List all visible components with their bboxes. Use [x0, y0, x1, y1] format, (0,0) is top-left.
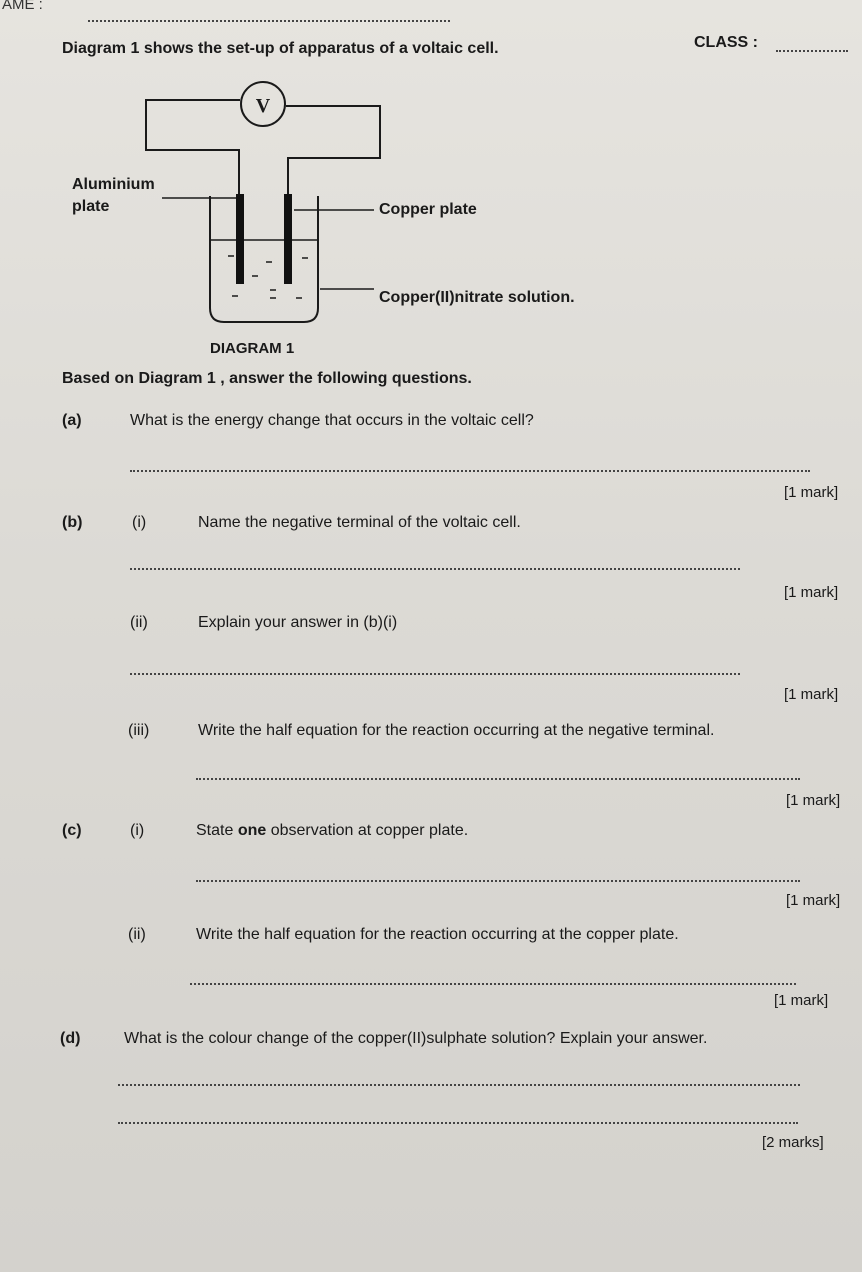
beaker [210, 196, 318, 322]
name-field-fragment: AME : [2, 0, 43, 13]
copper-plate-label: Copper plate [379, 201, 477, 218]
question-a-text: What is the energy change that occurs in the voltaic cell? [130, 412, 534, 429]
right-wire [286, 106, 380, 195]
answer-line-b-ii[interactable] [130, 673, 740, 675]
question-c-i-text: State one observation at copper plate. [196, 822, 469, 839]
question-a-label: (a) [62, 412, 82, 429]
question-d-mark: [2 marks] [762, 1134, 824, 1151]
aluminium-plate [236, 194, 244, 284]
question-b-i-label: (i) [132, 514, 147, 531]
question-d-label: (d) [60, 1030, 81, 1047]
answer-line-c-ii[interactable] [190, 983, 796, 985]
answer-line-b-iii[interactable] [196, 778, 800, 780]
question-c-ii-text: Write the half equation for the reaction occurring at the copper plate. [196, 926, 679, 943]
question-b-iii-mark: [1 mark] [786, 792, 841, 809]
question-a-mark: [1 mark] [784, 484, 839, 501]
question-c-label: (c) [62, 822, 82, 839]
class-label: CLASS : [694, 34, 758, 51]
aluminium-label-line2: plate [72, 198, 110, 215]
question-c-i-label: (i) [130, 822, 145, 839]
answer-line-d-2[interactable] [118, 1122, 798, 1124]
copper-plate [284, 194, 292, 284]
intro-text: Diagram 1 shows the set-up of apparatus of a voltaic cell. [62, 40, 499, 57]
question-b-ii-text: Explain your answer in (b)(i) [198, 614, 398, 631]
question-c-ii-mark: [1 mark] [774, 992, 829, 1009]
aluminium-label-line1: Aluminium [72, 176, 155, 193]
question-b-iii-label: (iii) [128, 722, 150, 739]
answer-line-d-1[interactable] [118, 1084, 800, 1086]
question-b-ii-label: (ii) [130, 614, 148, 631]
question-b-i-text: Name the negative terminal of the voltaic cell. [198, 514, 521, 531]
question-b-iii-text: Write the half equation for the reaction occurring at the negative terminal. [198, 722, 715, 739]
question-c-i-mark: [1 mark] [786, 892, 841, 909]
answer-line-c-i[interactable] [196, 880, 800, 882]
diagram-caption: DIAGRAM 1 [210, 340, 295, 357]
question-b-i-mark: [1 mark] [784, 584, 839, 601]
question-d-text: What is the colour change of the copper(II)sulphate solution? Explain your answer. [124, 1030, 708, 1047]
answer-line-a[interactable] [130, 470, 810, 472]
solution-label: Copper(II)nitrate solution. [379, 289, 575, 306]
question-b-label: (b) [62, 514, 83, 531]
voltmeter-symbol: V [255, 95, 271, 117]
answer-line-b-i[interactable] [130, 568, 740, 570]
emphasis-one: one [237, 822, 267, 839]
left-wire [146, 100, 240, 195]
question-c-ii-label: (ii) [128, 926, 146, 943]
instruction-text: Based on Diagram 1 , answer the following questions. [62, 370, 472, 387]
question-b-ii-mark: [1 mark] [784, 686, 839, 703]
